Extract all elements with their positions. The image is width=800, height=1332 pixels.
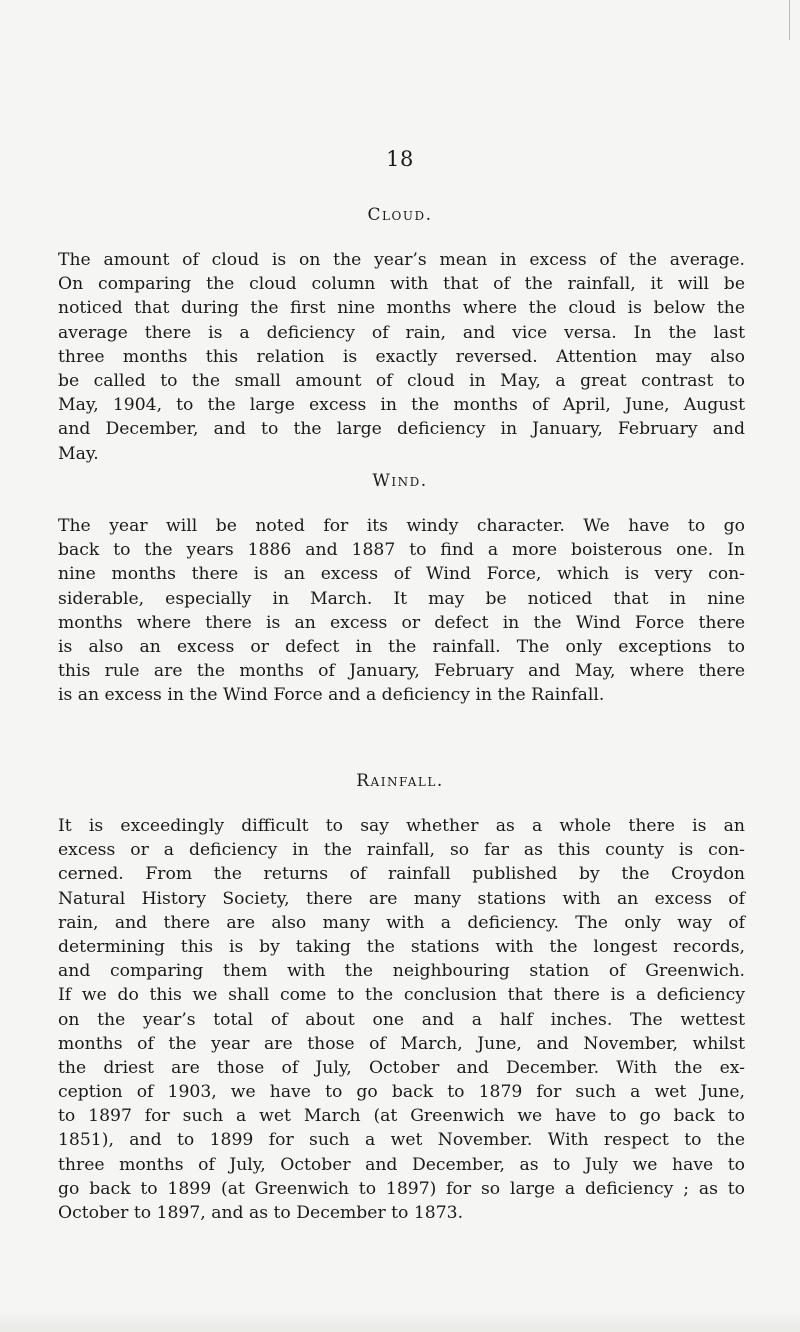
scan-shadow	[0, 1310, 800, 1332]
text-line: noticed that during the first nine months where the cloud is below the	[58, 298, 745, 319]
text-line: determining this is by taking the stations with the longest records,	[58, 936, 745, 957]
section-heading-cloud: Cloud.	[367, 205, 433, 225]
section-heading-rainfall: Rainfall.	[356, 771, 444, 791]
text-line: the driest are those of July, October and December. With the ex-	[58, 1057, 745, 1078]
text-line: cerned. From the returns of rainfall published by the Croydon	[58, 864, 745, 885]
text-line: October to 1897, and as to December to 1873.	[58, 1203, 464, 1223]
text-line: Natural History Society, there are many stations with an excess of	[58, 888, 745, 909]
text-line: three months of July, October and December, as to July we have to	[58, 1154, 745, 1175]
text-line: to 1897 for such a wet March (at Greenwich we have to go back to	[58, 1106, 745, 1127]
text-line: May, 1904, to the large excess in the months of April, June, August	[58, 395, 745, 416]
text-line: nine months there is an excess of Wind Force, which is very con-	[58, 564, 745, 585]
text-line: May.	[58, 443, 99, 464]
text-line: three months this relation is exactly reversed. Attention may also	[58, 346, 745, 367]
section-body-wind	[58, 514, 745, 708]
section-body-cloud	[58, 248, 745, 466]
text-line: be called to the small amount of cloud in May, a great contrast to	[58, 370, 745, 391]
text-line: back to the years 1886 and 1887 to find a more boisterous one. In	[58, 540, 745, 561]
text-line: is also an excess or defect in the rainfall. The only exceptions to	[58, 636, 745, 657]
text-line: this rule are the months of January, February and May, where there	[58, 661, 745, 682]
text-line: 1851), and to 1899 for such a wet November. With respect to the	[58, 1130, 745, 1151]
text-line: If we do this we shall come to the conclusion that there is a deficiency	[58, 985, 745, 1006]
text-line: and comparing them with the neighbouring station of Greenwich.	[58, 961, 745, 982]
text-line: and December, and to the large deficiency in January, February and	[58, 419, 745, 440]
text-line: go back to 1899 (at Greenwich to 1897) for so large a deficiency ; as to	[58, 1178, 745, 1199]
text-line: months of the year are those of March, June, and November, whilst	[58, 1033, 745, 1054]
text-line: It is exceedingly difficult to say whether as a whole there is an	[58, 816, 745, 836]
text-line: months where there is an excess or defect in the Wind Force there	[58, 612, 745, 633]
text-line: is an excess in the Wind Force and a deficiency in the Rainfall.	[58, 685, 605, 706]
text-line: The amount of cloud is on the year’s mean in excess of the average.	[58, 250, 745, 270]
page-number: 18	[386, 147, 414, 171]
section-heading-wind: Wind.	[372, 471, 428, 491]
text-line: excess or a deficiency in the rainfall, so far as this county is con-	[58, 840, 745, 861]
text-line: ception of 1903, we have to go back to 1879 for such a wet June,	[58, 1082, 745, 1103]
text-line: rain, and there are also many with a deficiency. The only way of	[58, 912, 745, 933]
text-line: On comparing the cloud column with that of the rainfall, it will be	[58, 274, 745, 295]
section-body-rainfall	[58, 814, 745, 1225]
text-line: average there is a deficiency of rain, and vice versa. In the last	[58, 322, 745, 343]
text-line: siderable, especially in March. It may be noticed that in nine	[58, 588, 745, 609]
text-line: on the year’s total of about one and a half inches. The wettest	[58, 1009, 745, 1030]
text-line: The year will be noted for its windy character. We have to go	[58, 516, 745, 536]
page-edge-mark	[789, 0, 800, 40]
